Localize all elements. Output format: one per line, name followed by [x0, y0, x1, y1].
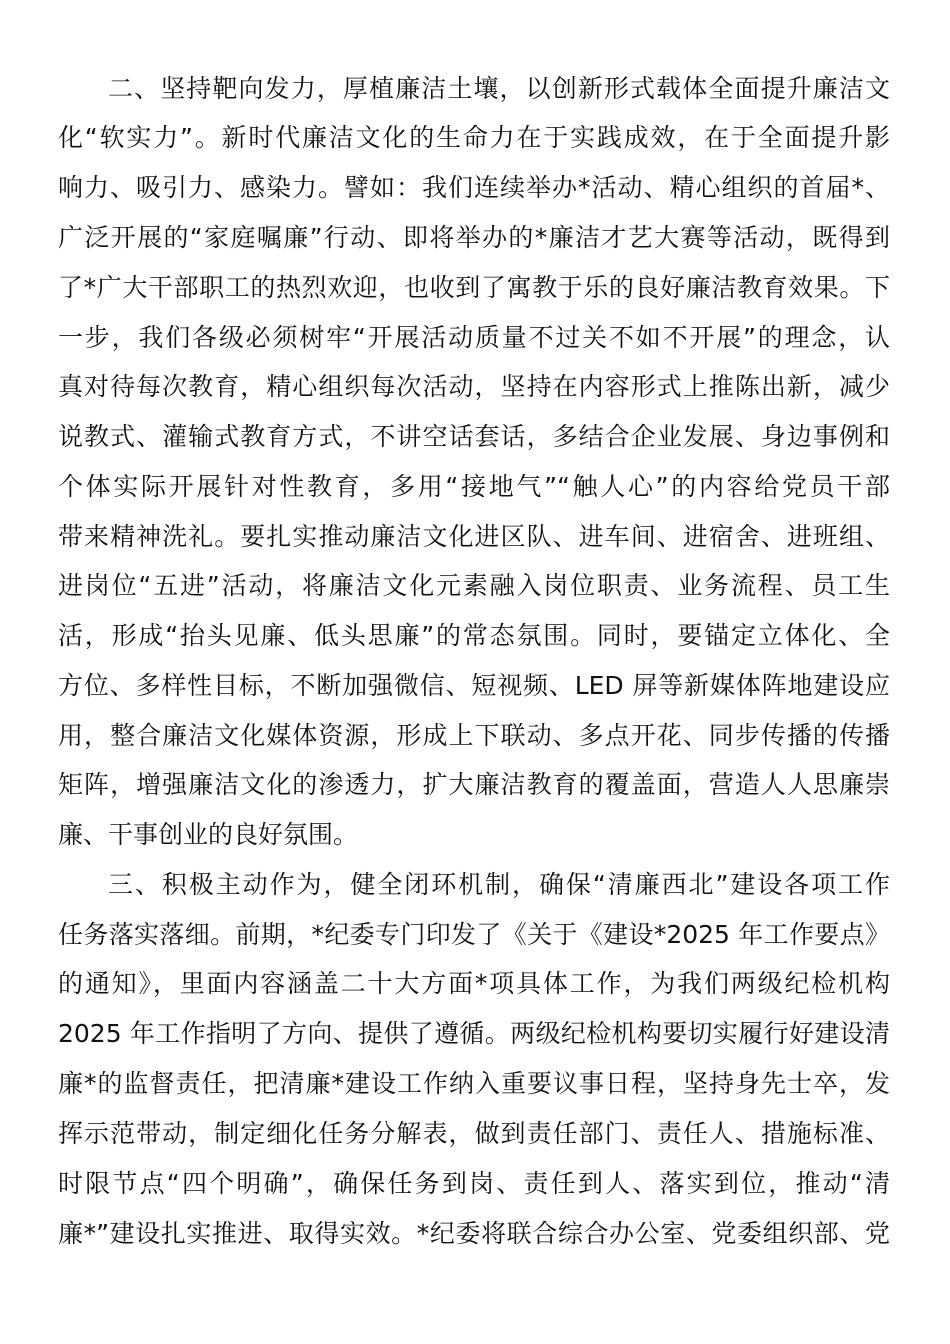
paragraph-2-line-2: 化“软实力”。新时代廉洁文化的生命力在于实践成效，在于全面提升影	[58, 123, 890, 152]
paragraph-2-line-14: 用，整合廉洁文化媒体资源，形成上下联动、多点开花、同步传播的传播	[58, 721, 890, 750]
paragraph-2-line-15: 矩阵，增强廉洁文化的渗透力，扩大廉洁教育的覆盖面，营造人人思廉崇	[58, 770, 890, 799]
paragraph-3-line-1: 三、积极主动作为，健全闭环机制，确保“清廉西北”建设各项工作	[108, 870, 890, 899]
paragraph-3-line-6: 挥示范带动，制定细化任务分解表，做到责任部门、责任人、措施标准、	[58, 1119, 890, 1148]
paragraph-2-line-4: 广泛开展的“家庭嘱廉”行动、即将举办的*廉洁才艺大赛等活动，既得到	[58, 223, 890, 252]
paragraph-3-line-2: 任务落实落细。前期，*纪委专门印发了《关于《建设*2025 年工作要点》	[58, 920, 890, 949]
paragraph-3-line-7: 时限节点“四个明确”，确保任务到岗、责任到人、落实到位，推动“清	[58, 1169, 890, 1198]
paragraph-2-line-6: 一步，我们各级必须树牢“开展活动质量不过关不如不开展”的理念，认	[58, 323, 890, 352]
paragraph-3-line-5: 廉*的监督责任，把清廉*建设工作纳入重要议事日程，坚持身先士卒，发	[58, 1069, 890, 1098]
paragraph-2-line-8: 说教式、灌输式教育方式，不讲空话套话，多结合企业发展、身边事例和	[58, 422, 890, 451]
paragraph-2-line-11: 进岗位“五进”活动，将廉洁文化元素融入岗位职责、业务流程、员工生	[58, 571, 890, 600]
paragraph-3-line-3: 的通知》，里面内容涵盖二十大方面*项具体工作，为我们两级纪检机构	[58, 969, 890, 998]
paragraph-2-line-12: 活，形成“抬头见廉、低头思廉”的常态氛围。同时，要锚定立体化、全	[58, 621, 890, 650]
paragraph-2-line-1: 二、坚持靶向发力，厚植廉洁土壤，以创新形式载体全面提升廉洁文	[108, 74, 890, 103]
paragraph-2-line-7: 真对待每次教育，精心组织每次活动，坚持在内容形式上推陈出新，减少	[58, 372, 890, 401]
paragraph-2-line-9: 个体实际开展针对性教育，多用“接地气”“触人心”的内容给党员干部	[58, 472, 890, 501]
paragraph-2-line-5: 了*广大干部职工的热烈欢迎，也收到了寓教于乐的良好廉洁教育效果。下	[58, 273, 890, 302]
paragraph-2-line-3: 响力、吸引力、感染力。譬如：我们连续举办*活动、精心组织的首届*、	[58, 173, 890, 202]
paragraph-2-line-10: 带来精神洗礼。要扎实推动廉洁文化进区队、进车间、进宿舍、进班组、	[58, 522, 890, 551]
paragraph-3-line-8: 廉*”建设扎实推进、取得实效。*纪委将联合综合办公室、党委组织部、党	[58, 1219, 890, 1248]
paragraph-3-line-4: 2025 年工作指明了方向、提供了遵循。两级纪检机构要切实履行好建设清	[58, 1019, 890, 1048]
paragraph-2-line-16: 廉、干事创业的良好氛围。	[58, 820, 359, 849]
paragraph-2-line-13: 方位、多样性目标，不断加强微信、短视频、LED 屏等新媒体阵地建设应	[58, 671, 890, 700]
